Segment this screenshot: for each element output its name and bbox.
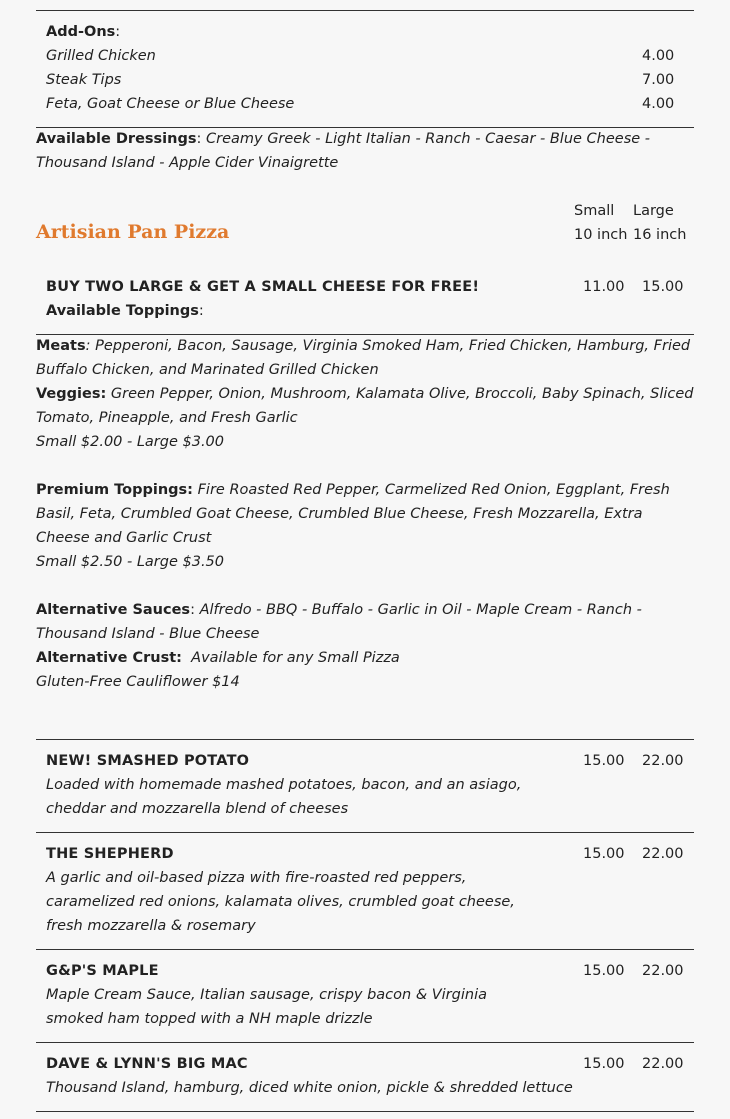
promo-text: BUY TWO LARGE & GET A SMALL CHEESE FOR FREE!	[46, 279, 480, 295]
divider	[36, 949, 694, 950]
dressings-label: Available Dressings	[36, 131, 197, 147]
divider	[36, 1042, 694, 1043]
divider	[36, 832, 694, 833]
size-small-detail: 10 inch	[574, 227, 628, 243]
item-price-large: 22.00	[642, 1056, 684, 1072]
sauces-text: Alfredo - BBQ - Buffalo - Garlic in Oil - Maple Cream - Ranch - Thousand Island - Blue Cheese	[36, 602, 642, 642]
promo-price-small: 11.00	[583, 279, 625, 295]
addon-name: Grilled Chicken	[46, 48, 156, 64]
item-name: NEW! SMASHED POTATO	[46, 753, 250, 769]
addons-heading: Add-Ons:	[46, 24, 121, 40]
premium-label: Premium Toppings:	[36, 482, 193, 498]
item-price-small: 15.00	[583, 753, 625, 769]
sauces-line: Alternative Sauces: Alfredo - BBQ - Buffalo - Garlic in Oil - Maple Cream - Ranch - Thousand Island - Blue Cheese	[36, 602, 642, 642]
meats-line: Meats: Pepperoni, Bacon, Sausage, Virginia Smoked Ham, Fried Chicken, Hamburg, Fried Buffalo Chicken, and Marinated Grilled Chicken	[36, 338, 691, 378]
item-price-large: 22.00	[642, 963, 684, 979]
premium-text: Fire Roasted Red Pepper, Carmelized Red Onion, Eggplant, Fresh Basil, Feta, Crumbled Goat Cheese, Crumbled Blue Cheese, Fresh Mozzarella, Extra Cheese and Garlic Crust	[36, 482, 670, 546]
divider	[36, 10, 694, 11]
item-name: DAVE & LYNN'S BIG MAC	[46, 1056, 248, 1072]
addon-name: Feta, Goat Cheese or Blue Cheese	[46, 96, 295, 112]
dressings-line: Available Dressings: Creamy Greek - Light Italian - Ranch - Caesar - Blue Cheese - Thousand Island - Apple Cider Vinaigrette	[36, 131, 651, 171]
crust-option: Gluten-Free Cauliflower $14	[36, 674, 240, 690]
item-price-small: 15.00	[583, 1056, 625, 1072]
addon-price: 4.00	[642, 48, 675, 64]
item-price-large: 22.00	[642, 846, 684, 862]
meats-text: Pepperoni, Bacon, Sausage, Virginia Smoked Ham, Fried Chicken, Hamburg, Fried Buffalo Chicken, and Marinated Grilled Chicken	[36, 338, 691, 378]
premium-price: Small $2.50 - Large $3.50	[36, 554, 225, 570]
topping-price: Small $2.00 - Large $3.00	[36, 434, 225, 450]
item-price-small: 15.00	[583, 963, 625, 979]
item-description: A garlic and oil-based pizza with fire-roasted red peppers, caramelized red onions, kalamata olives, crumbled goat cheese, fresh mozzarella & rosemary	[46, 870, 515, 934]
promo-price-large: 15.00	[642, 279, 684, 295]
divider	[36, 1111, 694, 1112]
size-small-label: Small	[574, 203, 615, 219]
item-price-small: 15.00	[583, 846, 625, 862]
item-description: Thousand Island, hamburg, diced white onion, pickle & shredded lettuce	[46, 1080, 573, 1096]
meats-label: Meats	[36, 338, 86, 354]
premium-line	[36, 478, 694, 550]
divider	[36, 739, 694, 740]
veggies-label: Veggies:	[36, 386, 107, 402]
size-large-label: Large	[633, 203, 674, 219]
toppings-label: Available Toppings:	[46, 303, 204, 319]
addon-price: 7.00	[642, 72, 675, 88]
crust-line	[36, 646, 694, 670]
addon-price: 4.00	[642, 96, 675, 112]
size-large-detail: 16 inch	[633, 227, 687, 243]
crust-text: Available for any Small Pizza	[191, 650, 400, 666]
sauces-label: Alternative Sauces	[36, 602, 191, 618]
addon-name: Steak Tips	[46, 72, 122, 88]
crust-label: Alternative Crust:	[36, 650, 182, 666]
section-title: Artisian Pan Pizza	[36, 221, 230, 243]
item-description: Maple Cream Sauce, Italian sausage, crispy bacon & Virginia smoked ham topped with a NH maple drizzle	[46, 987, 487, 1027]
item-name: G&P'S MAPLE	[46, 963, 159, 979]
veggies-line	[36, 382, 694, 430]
item-description: Loaded with homemade mashed potatoes, bacon, and an asiago, cheddar and mozzarella blend of cheeses	[46, 777, 522, 817]
item-price-large: 22.00	[642, 753, 684, 769]
dressings-text: Creamy Greek - Light Italian - Ranch - Caesar - Blue Cheese - Thousand Island - Apple Cider Vinaigrette	[36, 131, 651, 171]
item-name: THE SHEPHERD	[46, 846, 174, 862]
veggies-text: Green Pepper, Onion, Mushroom, Kalamata Olive, Broccoli, Baby Spinach, Sliced Tomato, Pineapple, and Fresh Garlic	[36, 386, 694, 426]
